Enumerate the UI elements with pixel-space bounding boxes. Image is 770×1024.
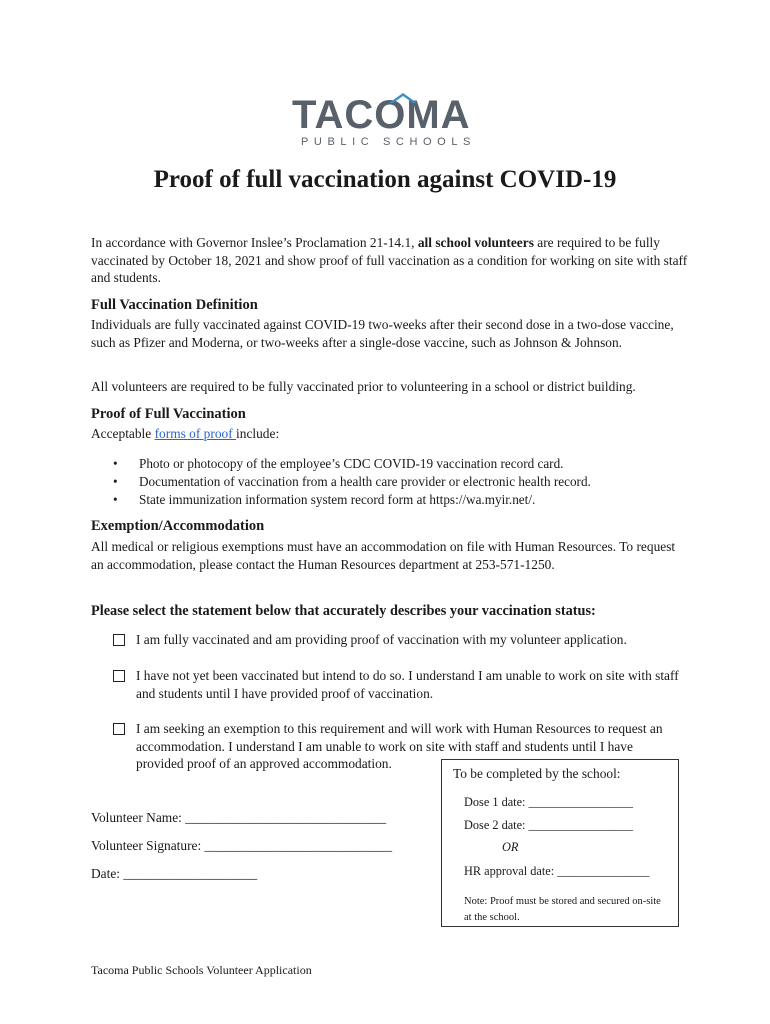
status-option-vaccinated: I am fully vaccinated and am providing proof of vaccination with my volunteer application. [136, 632, 627, 647]
school-box-heading: To be completed by the school: [453, 766, 621, 781]
volunteer-signature-field[interactable]: Volunteer Signature: ____________________________ [91, 838, 393, 853]
logo-wordmark: TACOMA [292, 93, 471, 137]
status-question: Please select the statement below that accurately describes your vaccination status: [91, 603, 596, 619]
list-item: • Documentation of vaccination from a health care provider or electronic health record. [113, 474, 591, 489]
forms-of-proof-link[interactable]: forms of proof [154, 426, 237, 441]
dose1-date-field[interactable]: Dose 1 date: _________________ [464, 795, 634, 809]
hr-approval-date-field[interactable]: HR approval date: _______________ [464, 864, 650, 878]
proof-heading: Proof of Full Vaccination [91, 406, 246, 422]
status-option-exemption: I am seeking an exemption to this requirement and will work with Human Resources to request an accommodation. I understand I am unable to work on site with staff and students until I have provided proof of an approved accommodation. [136, 721, 663, 772]
proof-intro: Acceptable forms of proof include: [91, 426, 280, 441]
definition-body: Individuals are fully vaccinated against COVID-19 two-weeks after their second dose in a two-dose vaccine, such as Pfizer and Moderna, or two-weeks after a single-dose vaccine, such as Johnson & Johnson. [91, 317, 674, 350]
exemption-heading: Exemption/Accommodation [91, 518, 265, 534]
status-checkbox-exemption[interactable] [113, 723, 125, 735]
status-checkbox-not-yet[interactable] [113, 670, 125, 682]
bullet-icon: • [113, 474, 118, 489]
or-label: OR [502, 840, 519, 854]
logo-subtitle: PUBLIC SCHOOLS [301, 136, 476, 148]
volunteers-requirement: All volunteers are required to be fully vaccinated prior to volunteering in a school or district building. [91, 379, 636, 394]
status-checkbox-vaccinated[interactable] [113, 634, 125, 646]
volunteer-name-field[interactable]: Volunteer Name: ______________________________ [91, 810, 387, 825]
storage-note: Note: Proof must be stored and secured on-site at the school. [464, 896, 661, 923]
school-use-box [441, 759, 679, 927]
definition-heading: Full Vaccination Definition [91, 297, 258, 313]
list-item: • State immunization information system record form at https://wa.myir.net/. [113, 492, 536, 507]
bullet-icon: • [113, 492, 118, 507]
page-title: Proof of full vaccination against COVID-19 [153, 166, 617, 193]
date-field[interactable]: Date: ____________________ [91, 866, 258, 881]
list-item: • Photo or photocopy of the employee’s CDC COVID-19 vaccination record card. [113, 456, 564, 471]
logo-roof-icon [388, 92, 418, 106]
bullet-icon: • [113, 456, 118, 471]
status-option-not-yet: I have not yet been vaccinated but intend to do so. I understand I am unable to work on site with staff and students until I have provided proof of vaccination. [136, 668, 679, 701]
tacoma-logo [292, 92, 477, 152]
dose2-date-field[interactable]: Dose 2 date: _________________ [464, 818, 634, 832]
page-footer: Tacoma Public Schools Volunteer Application [91, 963, 312, 977]
intro-paragraph: In accordance with Governor Inslee’s Proclamation 21-14.1, all school volunteers are required to be fully vaccinated by October 18, 2021 and show proof of full vaccination as a condition for working on site with staff and students. [91, 235, 688, 286]
exemption-body: All medical or religious exemptions must have an accommodation on file with Human Resources. To request an accommodation, please contact the Human Resources department at 253-571-1250. [91, 539, 676, 572]
